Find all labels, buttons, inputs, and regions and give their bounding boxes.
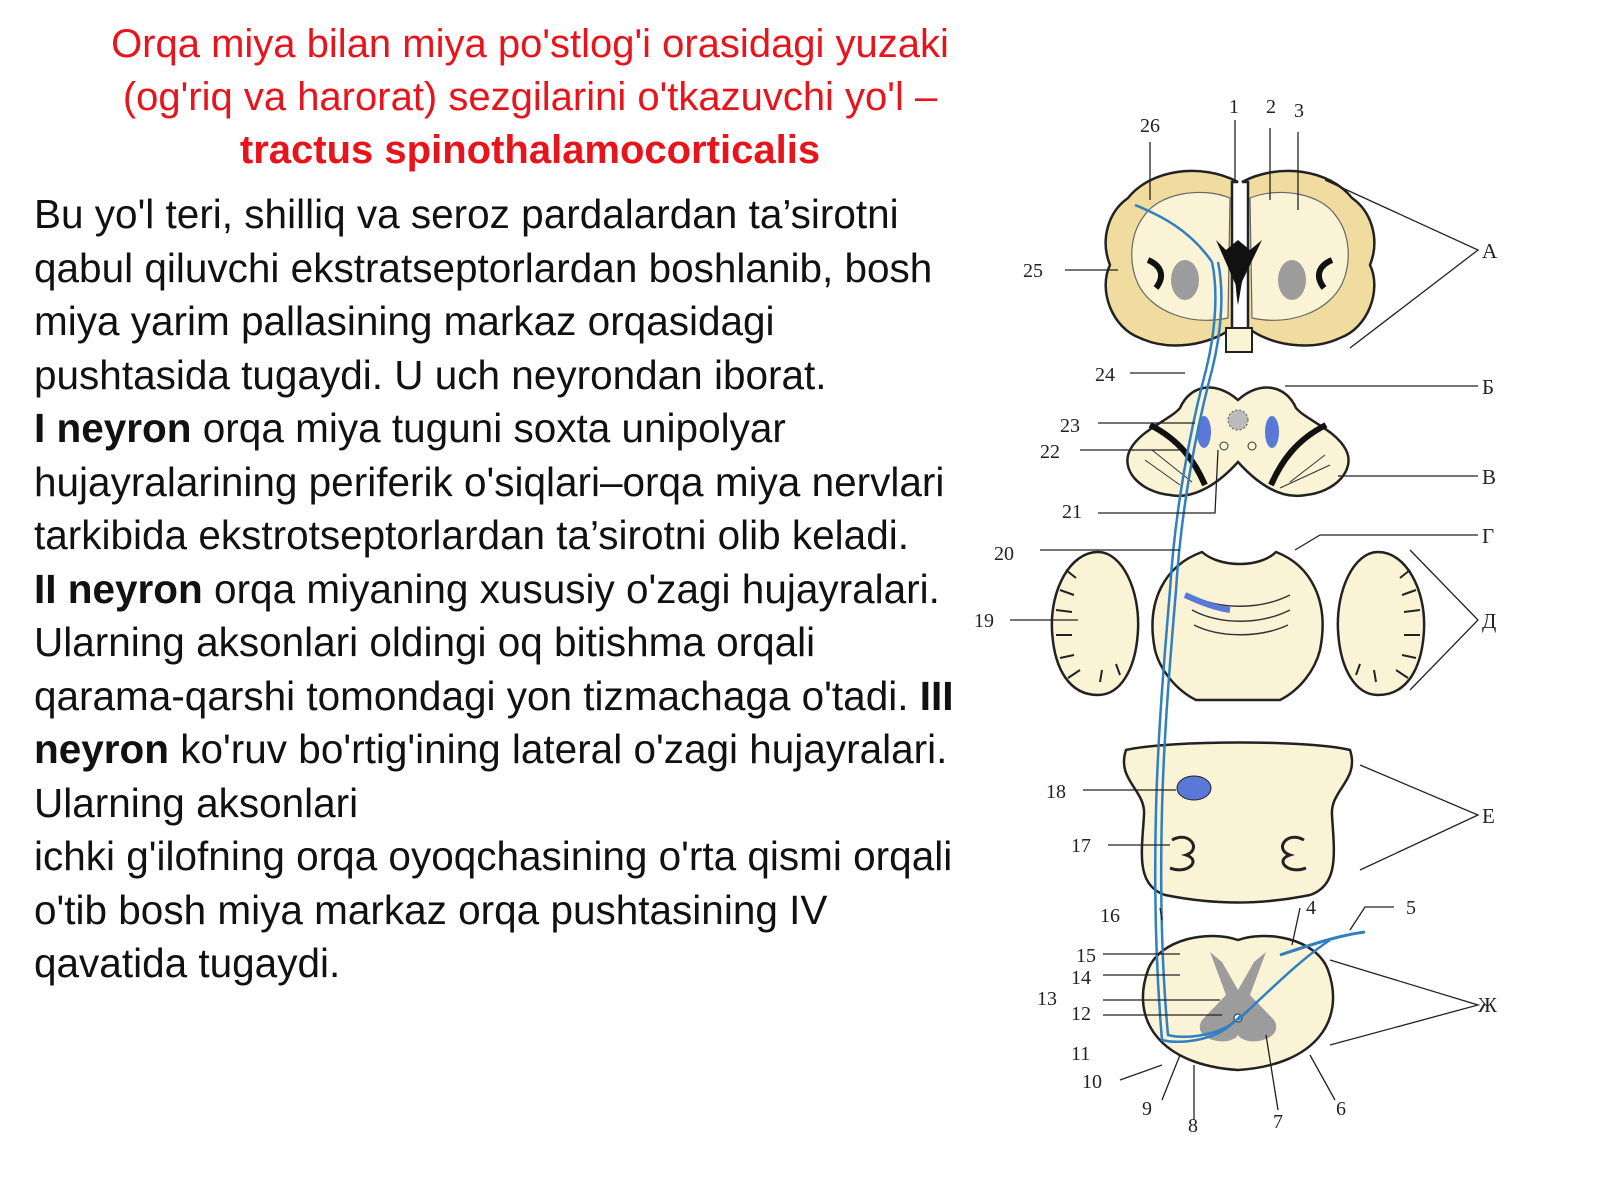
label-26: 26	[1140, 115, 1160, 137]
label-7: 7	[1273, 1111, 1283, 1133]
label-D: Д	[1482, 609, 1497, 633]
label-G: Г	[1482, 524, 1495, 548]
brain-coronal-section	[1106, 171, 1375, 352]
label-E: Е	[1482, 804, 1495, 828]
label-17: 17	[1071, 835, 1091, 857]
neuron-3-paragraph: ichki g'ilofning orqa oyoqchasining o'rta qismi orqali o'tib bosh miya markaz orqa pushtasining IV qavatida tugaydi.	[34, 833, 953, 986]
neuron-3-label: III neyron	[34, 672, 954, 772]
neuron-1-text: orqa miya tuguni soxta unipolyar hujayralarining periferik o'siqlari–orqa miya nervlari tarkibida ekstrotseptorlardan ta’sirotni olib keladi.	[34, 405, 945, 558]
label-12: 12	[1071, 1003, 1091, 1025]
label-11: 11	[1071, 1043, 1091, 1065]
label-15: 15	[1076, 945, 1096, 967]
neuron-2-label: II neyron	[34, 565, 203, 612]
label-20: 20	[994, 543, 1014, 565]
description-text	[34, 188, 954, 991]
label-24: 24	[1095, 364, 1115, 386]
label-22: 22	[1040, 441, 1060, 463]
label-Zh: Ж	[1478, 993, 1497, 1017]
neuron-2-text: orqa miyaning xususiy o'zagi hujayralari. Ularning aksonlari oldingi oq bitishma orqali qarama-qarshi tomondagi yon tizmachaga o'tadi.	[34, 565, 940, 719]
label-8: 8	[1188, 1115, 1198, 1137]
neuron-3-text: ko'ruv bo'rtig'ining lateral o'zagi hujayralari. Ularning aksonlari	[34, 726, 948, 826]
label-23: 23	[1060, 415, 1080, 437]
title-line-2: (og'riq va harorat) sezgilarini o'tkazuvchi yo'l –	[122, 75, 938, 119]
label-B: Б	[1482, 375, 1495, 399]
label-10: 10	[1082, 1071, 1102, 1093]
label-14: 14	[1071, 967, 1091, 989]
intro-paragraph: Bu yo'l teri, shilliq va seroz pardalardan ta’sirotni qabul qiluvchi ekstratseptorlardan boshlanib, bosh miya yarim pallasining markaz orqasidagi pushtasida tugaydi. U uch neyrondan iborat.	[34, 191, 933, 398]
label-6: 6	[1336, 1098, 1346, 1120]
label-9: 9	[1142, 1098, 1152, 1120]
label-13: 13	[1037, 988, 1057, 1010]
label-21: 21	[1062, 501, 1082, 523]
label-18: 18	[1046, 781, 1066, 803]
label-25: 25	[1023, 260, 1043, 282]
label-A: А	[1482, 239, 1498, 263]
label-19: 19	[974, 610, 994, 632]
pathway-diagram-svg	[974, 90, 1590, 1190]
label-16: 16	[1100, 905, 1120, 927]
neuron-2-paragraph	[34, 563, 954, 831]
label-V: В	[1482, 465, 1497, 489]
neuron-1-paragraph	[34, 402, 954, 563]
label-4: 4	[1306, 897, 1316, 919]
label-3: 3	[1294, 100, 1304, 122]
label-1: 1	[1229, 96, 1239, 118]
spinal-cord-section	[1143, 932, 1365, 1070]
midbrain-section	[1127, 388, 1348, 496]
title-line-3: tractus spinothalamocorticalis	[239, 128, 821, 172]
pathway-diagram	[974, 90, 1590, 1190]
neuron-1-label: I neyron	[34, 405, 192, 451]
slide-title	[30, 18, 1030, 177]
letter-labels	[1478, 239, 1498, 1017]
label-2: 2	[1266, 96, 1276, 118]
label-5: 5	[1406, 897, 1416, 919]
title-line-1: Orqa miya bilan miya po'stlog'i orasidagi yuzaki	[111, 22, 949, 66]
pons-cerebellum-section	[1052, 552, 1424, 700]
